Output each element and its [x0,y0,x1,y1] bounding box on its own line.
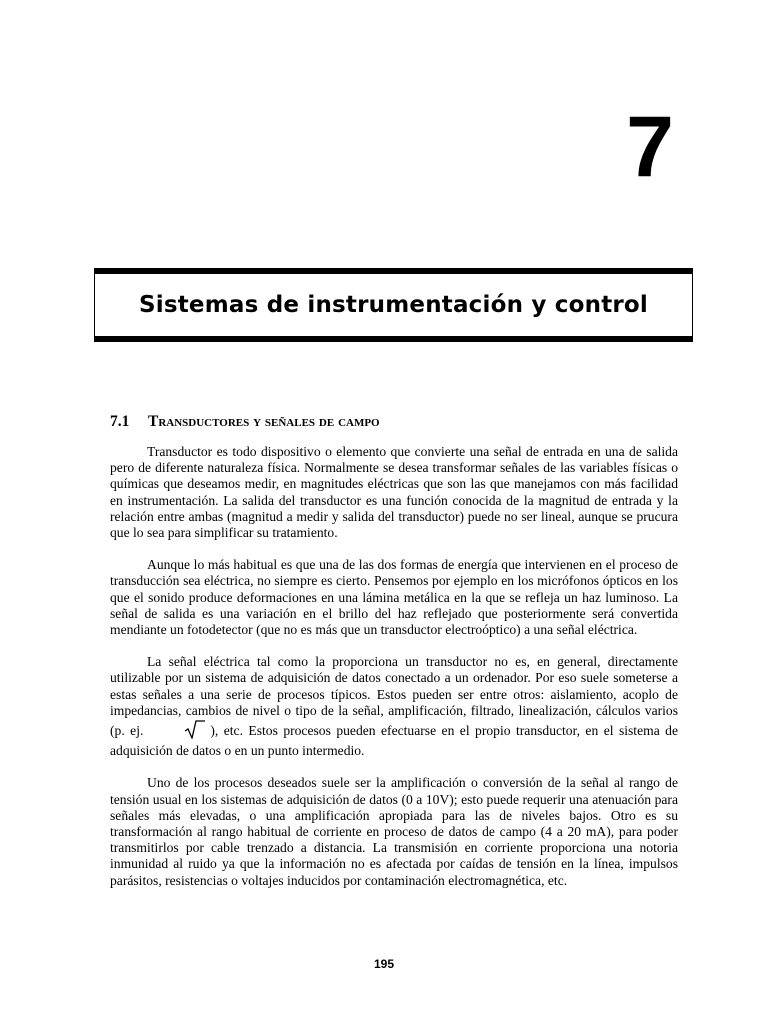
chapter-number: 7 [626,99,674,195]
section-heading [110,413,380,431]
chapter-title-box [94,268,693,342]
paragraph-1: Transductor es todo dispositivo o elemento que convierte una señal de entrada en una de salida pero de diferente naturaleza física. Normalmente se desea transformar señales de las variables físicas o químicas que deseamos medir, en magnitudes eléctricas que son las que manejamos con más facilidad en instrumentación. La salida del transductor es una función conocida de la magnitud de entrada y la relación entre ambas (magnitud a medir y salida del transductor) puede no ser lineal, aunque se prucura que lo sea para simplificar su tratamiento. [110,444,678,541]
square-root-icon [147,719,206,743]
body-text [110,444,678,905]
section-title: Transductores y señales de campo [148,413,380,430]
page-number: 195 [373,957,395,971]
paragraph-2: Aunque lo más habitual es que una de las dos formas de energía que intervienen en el proceso de transducción sea eléctrica, no siempre es cierto. Pensemos por ejemplo en los micrófonos ópticos en los que el sonido produce deformaciones en una lámina metálica en la que se refleja un haz luminoso. La señal de salida es una variación en el brillo del haz reflejado que posteriormente será convertida mendiante un fotodetector (que no es más que un transductor electroóptico) a una señal eléctrica. [110,557,678,638]
paragraph-3 [110,654,678,759]
section-number: 7.1 [110,413,130,430]
paragraph-3-before: La señal eléctrica tal como la proporciona un transductor no es, en general, directamente utilizable por un sistema de adquisición de datos conectado a un ordenador. Por eso suele someterse a estas señales a una serie de procesos típicos. Estos pueden ser entre otros: aislamiento, acoplo de impedancias, cambios de nivel o tipo de la señal, amplificación, filtrado, linealización, cálculos varios (p. ej. [110,654,678,739]
chapter-title: Sistemas de instrumentación y control [138,292,649,318]
paragraph-4: Uno de los procesos deseados suele ser la amplificación o conversión de la señal al rango de tensión usual en los sistemas de adquisición de datos (0 a 10V); esto puede requerir una atenuación para señales más elevadas, o una amplificación apropiada para las de niveles bajos. Otro es su transformación al rango habitual de corriente en proceso de datos de campo (4 a 20 mA), para poder transmitirlos por cable trenzado a distancia. La transmisión en corriente proporciona una notoria inmunidad al ruido ya que la información no es afectada por caídas de tensión en la línea, impulsos parásitos, resistencias o voltajes inducidos por contaminación electromagnética, etc. [110,775,678,888]
paragraph-3-after: ), etc. Estos procesos pueden efectuarse en el propio transductor, en el sistema de adquisición de datos o en un punto intermedio. [110,723,678,759]
